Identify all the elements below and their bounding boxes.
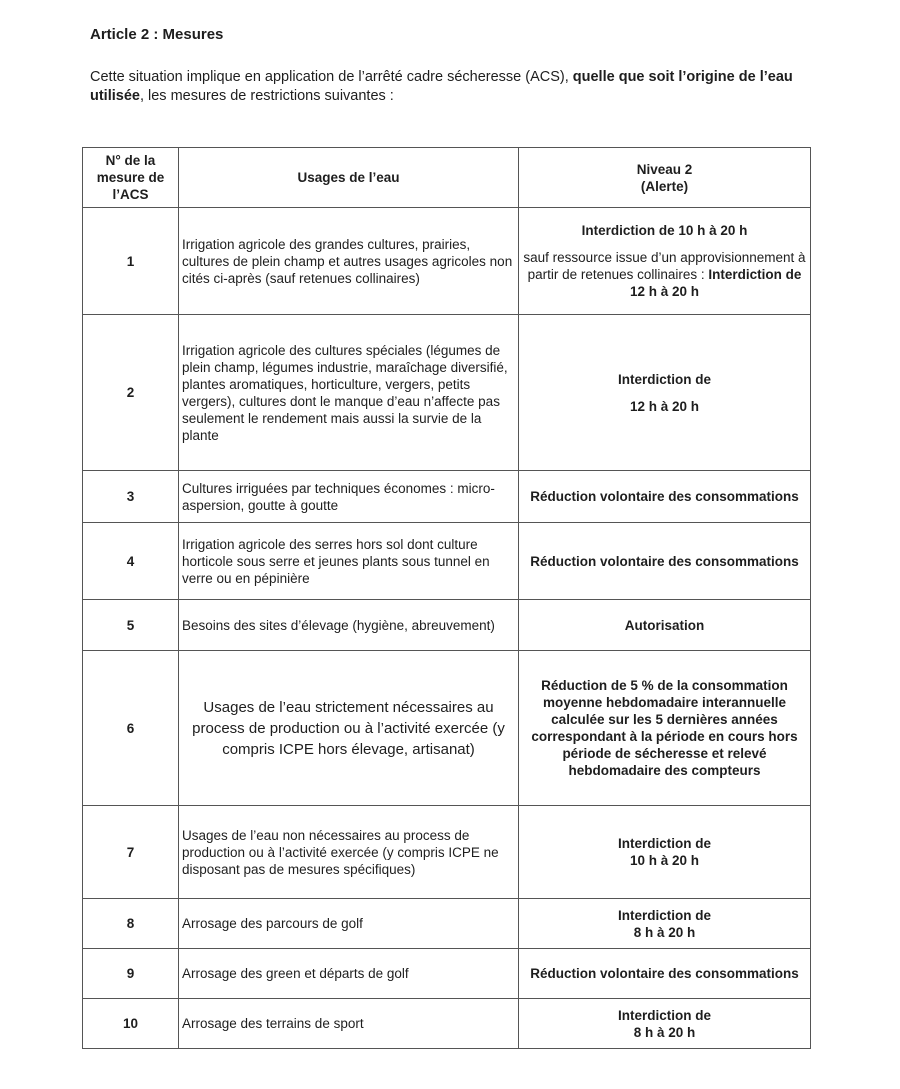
level-cell	[519, 999, 811, 1049]
table-row	[83, 523, 811, 600]
level-bold-inline: Interdiction de 12 h à 20 h	[629, 267, 802, 299]
level-line1: Interdiction de	[617, 907, 711, 923]
header-num-line3: l’ACS	[112, 187, 149, 202]
level-line2: 8 h à 20 h	[633, 1024, 696, 1040]
measure-number: 10	[83, 999, 179, 1049]
level-text: Autorisation	[624, 617, 705, 633]
article-title: Article 2 : Mesures	[90, 26, 224, 43]
level-line2: 12 h à 20 h	[629, 398, 700, 414]
level-text: Réduction volontaire des consommations	[530, 489, 799, 504]
measure-number: 8	[83, 899, 179, 949]
header-level-line2: (Alerte)	[640, 178, 689, 194]
level-text	[522, 249, 807, 300]
header-usage: Usages de l’eau	[179, 148, 519, 208]
measure-number: 4	[83, 523, 179, 600]
measures-table	[82, 147, 811, 1049]
usage-cell: Arrosage des green et départs de golf	[179, 949, 519, 999]
intro-text-1: Cette situation implique en application de l’arrêté cadre sécheresse (ACS),	[90, 69, 573, 85]
level-cell	[519, 806, 811, 899]
level-cell	[519, 523, 811, 600]
level-line1: Interdiction de	[617, 836, 711, 851]
level-cell	[519, 315, 811, 471]
level-text: Réduction volontaire des consommations	[530, 553, 799, 569]
intro-paragraph	[90, 68, 830, 106]
level-line1: Interdiction de	[617, 371, 711, 387]
table-header-row	[83, 148, 811, 208]
table-row	[83, 208, 811, 315]
level-cell	[519, 208, 811, 315]
table-row	[83, 651, 811, 806]
usage-cell: Cultures irriguées par techniques économes : micro-aspersion, goutte à goutte	[179, 471, 519, 523]
level-text: Réduction volontaire des consommations	[530, 966, 799, 981]
usage-cell: Besoins des sites d’élevage (hygiène, abreuvement)	[179, 600, 519, 651]
level-line2: 10 h à 20 h	[629, 853, 700, 868]
table-row	[83, 899, 811, 949]
table-row	[83, 600, 811, 651]
level-bold: Interdiction de 10 h à 20 h	[581, 223, 748, 238]
measure-number: 6	[83, 651, 179, 806]
table-row	[83, 949, 811, 999]
measure-number: 2	[83, 315, 179, 471]
table-row	[83, 315, 811, 471]
level-cell	[519, 651, 811, 806]
level-cell	[519, 471, 811, 523]
header-num-line1: N° de la	[105, 153, 156, 168]
usage-cell: Irrigation agricole des grandes cultures, prairies, cultures de plein champ et autres usages agricoles non cités ci-après (sauf retenues collinaires)	[179, 208, 519, 315]
measure-number: 7	[83, 806, 179, 899]
intro-bold-text: quelle que soit l’origine de l’eau utilisée	[90, 69, 793, 104]
usage-cell: Irrigation agricole des serres hors sol dont culture horticole sous serre et jeunes plants sous tunnel en verre ou en pépinière	[179, 523, 519, 600]
header-level-line1: Niveau 2	[636, 161, 693, 177]
table-row	[83, 471, 811, 523]
measure-number: 5	[83, 600, 179, 651]
level-text: Réduction de 5 % de la consommation moyenne hebdomadaire interannuelle calculée sur les 5 dernières années correspondant à la période en cours hors période de sécheresse et relevé hebdomadaire des compteurs	[531, 678, 798, 778]
usage-cell: Arrosage des parcours de golf	[179, 899, 519, 949]
table-row	[83, 999, 811, 1049]
level-cell	[519, 899, 811, 949]
usage-cell: Usages de l’eau non nécessaires au process de production ou à l’activité exercée (y compris ICPE ne disposant pas de mesures spécifiques)	[179, 806, 519, 899]
usage-cell: Arrosage des terrains de sport	[179, 999, 519, 1049]
measure-number: 3	[83, 471, 179, 523]
usage-cell: Irrigation agricole des cultures spéciales (légumes de plein champ, légumes industrie, maraîchage diversifié, plantes aromatiques, horticulture, vergers, petits vergers), cultures dont le manque d’eau n’affecte pas seulement le rendement mais aussi la survie de la plante	[179, 315, 519, 471]
measure-number: 9	[83, 949, 179, 999]
header-num-line2: mesure de	[96, 170, 165, 185]
header-measure-number	[83, 148, 179, 208]
measure-number: 1	[83, 208, 179, 315]
level-plain: sauf ressource issue d’un approvisionnement à partir de retenues collinaires :	[523, 250, 806, 282]
intro-text-2: , les mesures de restrictions suivantes :	[139, 88, 394, 104]
level-line1: Interdiction de	[617, 1007, 711, 1023]
table-row	[83, 806, 811, 899]
level-cell	[519, 600, 811, 651]
level-cell	[519, 949, 811, 999]
level-line2: 8 h à 20 h	[633, 924, 696, 940]
header-level	[519, 148, 811, 208]
usage-cell: Usages de l’eau strictement nécessaires au process de production ou à l’activité exercée (y compris ICPE hors élevage, artisanat)	[179, 651, 519, 806]
